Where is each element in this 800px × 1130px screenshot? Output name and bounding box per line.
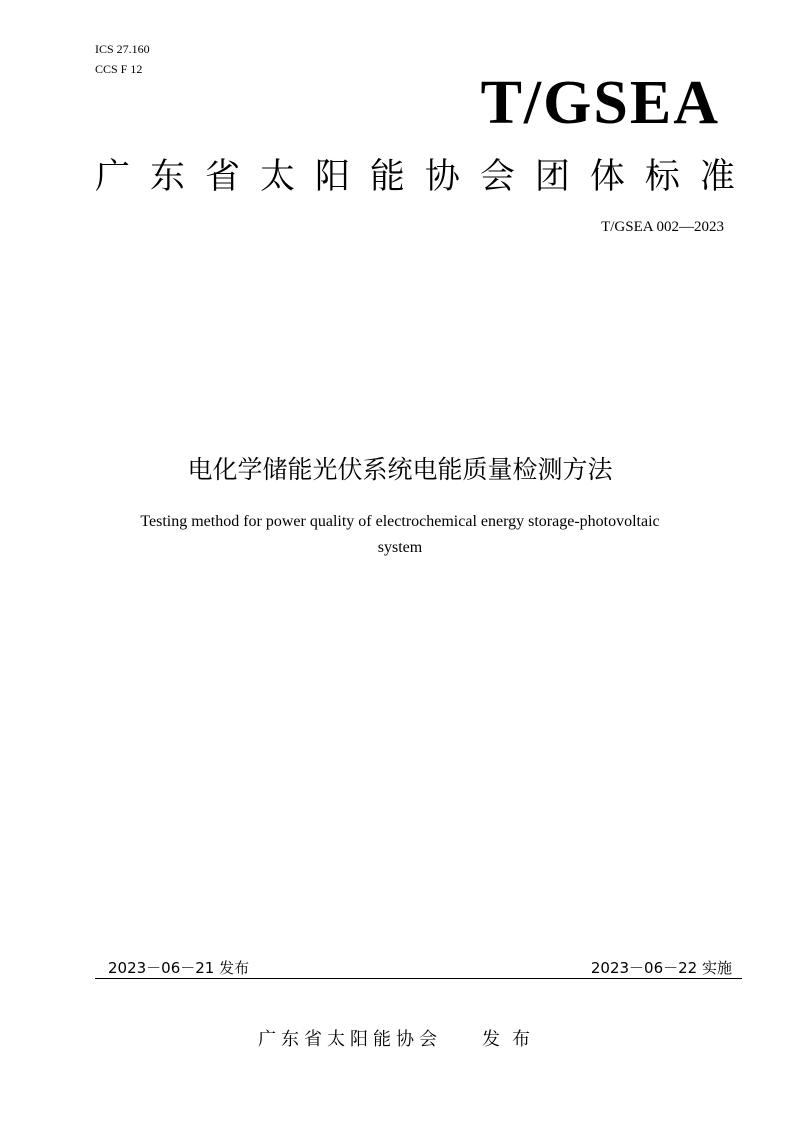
document-title-english bbox=[80, 509, 720, 561]
date-divider bbox=[95, 978, 742, 979]
publisher-name: 广东省太阳能协会 bbox=[258, 1029, 442, 1050]
implement-date: 2023－06－22 实施 bbox=[590, 959, 732, 977]
standard-logo: T/GSEA bbox=[480, 69, 720, 137]
standard-category-title bbox=[95, 152, 735, 202]
ccs-code: CCS F 12 bbox=[95, 62, 143, 76]
category-char: 体 bbox=[589, 157, 625, 197]
category-char: 太 bbox=[259, 157, 295, 197]
category-char: 标 bbox=[644, 157, 680, 197]
category-char: 会 bbox=[479, 157, 515, 197]
category-char: 东 bbox=[149, 157, 185, 197]
ics-code: ICS 27.160 bbox=[95, 42, 150, 56]
english-title-line-2: system bbox=[377, 539, 423, 556]
category-char: 阳 bbox=[314, 157, 350, 197]
category-char: 省 bbox=[204, 157, 240, 197]
category-char: 准 bbox=[699, 157, 735, 197]
category-char: 协 bbox=[424, 157, 460, 197]
category-char: 团 bbox=[534, 157, 570, 197]
category-char: 能 bbox=[369, 157, 405, 197]
publisher-line bbox=[0, 1026, 800, 1054]
english-title-line-1: Testing method for power quality of electrochemical energy storage-photovoltaic bbox=[140, 513, 660, 530]
publisher-action: 发布 bbox=[482, 1029, 542, 1050]
standard-number: T/GSEA 002—2023 bbox=[601, 219, 724, 235]
document-title-chinese: 电化学储能光伏系统电能质量检测方法 bbox=[187, 455, 613, 484]
category-char: 广 bbox=[95, 157, 131, 197]
publish-date: 2023－06－21 发布 bbox=[108, 959, 250, 977]
